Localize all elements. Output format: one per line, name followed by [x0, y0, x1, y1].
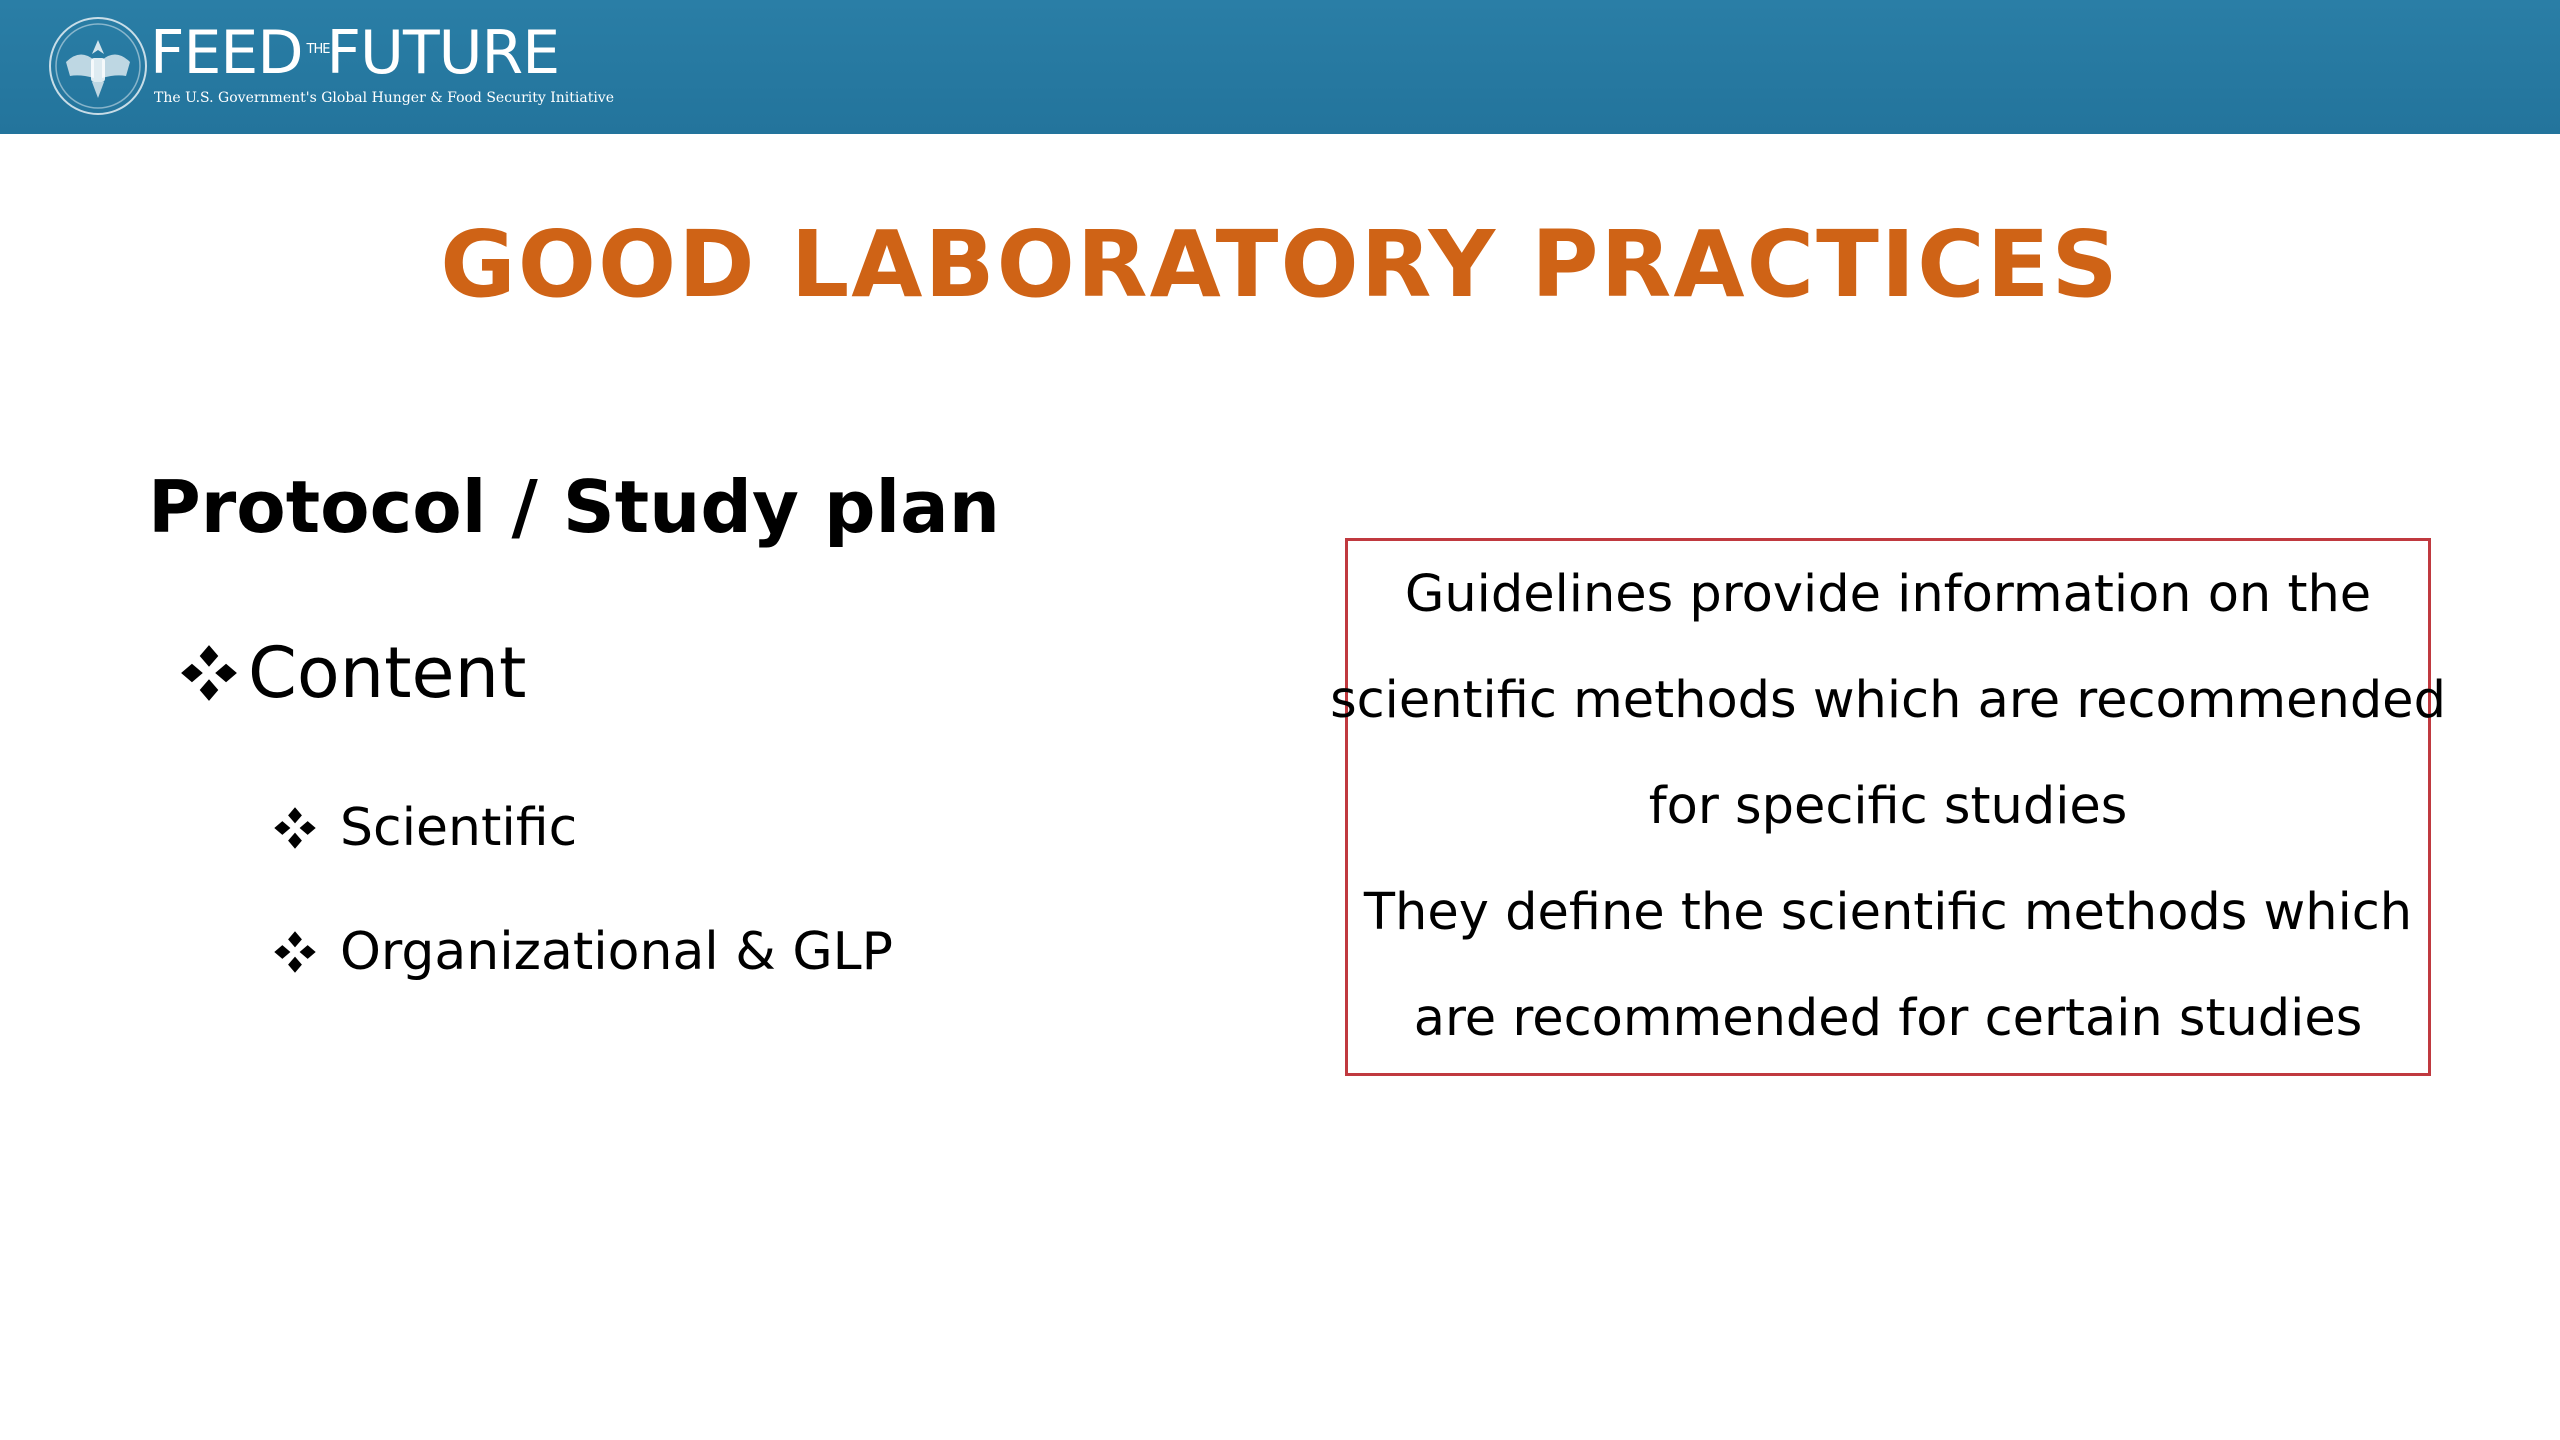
- brand-tagline: The U.S. Government's Global Hunger & Food Security Initiative: [154, 90, 614, 106]
- section-heading: Protocol / Study plan: [148, 465, 1001, 549]
- bullet-item-organizational: [272, 922, 893, 982]
- four-diamonds-icon: [178, 642, 240, 704]
- bullet-label: Content: [248, 632, 527, 714]
- header-banner: [0, 0, 2560, 134]
- brand-future: FUTURE: [326, 18, 560, 88]
- brand-feed: FEED: [150, 18, 303, 88]
- callout-line: scientific methods which are recommended: [1330, 671, 2446, 730]
- bullet-item-content: [178, 632, 526, 714]
- brand-wordmark: [150, 18, 559, 88]
- four-diamonds-icon: [272, 805, 318, 851]
- brand-the: THE: [306, 41, 330, 57]
- guidelines-callout-box: [1330, 538, 2446, 1076]
- callout-line: Guidelines provide information on the: [1404, 565, 2372, 624]
- bullet-label: Organizational & GLP: [340, 922, 893, 982]
- bullet-item-scientific: [272, 798, 577, 858]
- four-diamonds-icon: [272, 929, 318, 975]
- callout-line: They define the scientific methods which: [1363, 883, 2413, 942]
- callout-line: are recommended for certain studies: [1413, 989, 2363, 1048]
- slide-title: GOOD LABORATORY PRACTICES: [440, 211, 2120, 318]
- bullet-label: Scientific: [340, 798, 578, 858]
- callout-line: for specific studies: [1648, 777, 2128, 836]
- us-seal-icon: [46, 14, 150, 118]
